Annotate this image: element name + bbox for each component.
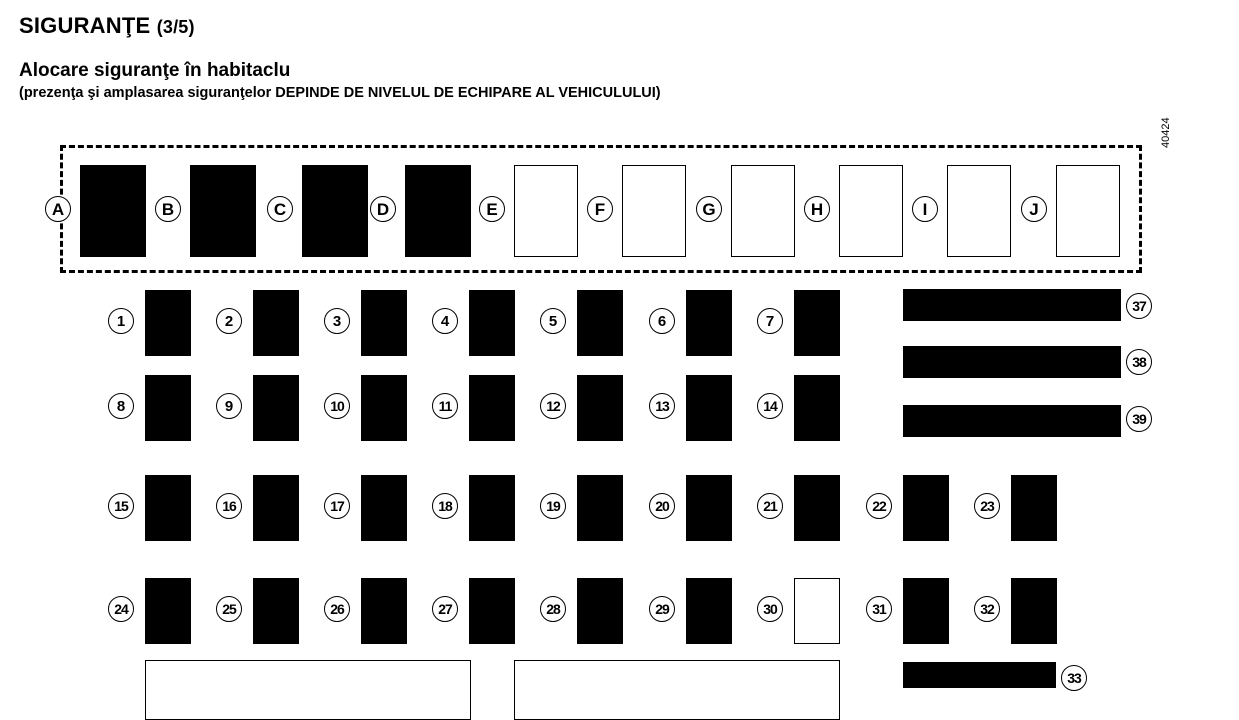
relay-j (1056, 165, 1120, 257)
relay-b (190, 165, 256, 257)
relay-h (839, 165, 903, 257)
relay-f (622, 165, 686, 257)
fuse-19 (577, 475, 623, 541)
fuse-10 (361, 375, 407, 441)
fuse-label: 3 (324, 308, 350, 334)
fuse-label: 1 (108, 308, 134, 334)
fuse-label: 27 (432, 596, 458, 622)
fuse-label: 32 (974, 596, 1000, 622)
fuse-label: 24 (108, 596, 134, 622)
fuse-label: 30 (757, 596, 783, 622)
fuse-23 (1011, 475, 1057, 541)
relay-d (405, 165, 471, 257)
fuse-label: 14 (757, 393, 783, 419)
fuse-33 (903, 662, 1056, 688)
page-part: (3/5) (156, 17, 195, 37)
fuse-30 (794, 578, 840, 644)
fuse-12 (577, 375, 623, 441)
fuse-39 (903, 405, 1121, 437)
fuse-label: 6 (649, 308, 675, 334)
fuse-label: F (587, 196, 613, 222)
fuse-24 (145, 578, 191, 644)
fuse-37 (903, 289, 1121, 321)
relay-a (80, 165, 146, 257)
fuse-label: 38 (1126, 349, 1152, 375)
fuse-label: 7 (757, 308, 783, 334)
fuse-label: 2 (216, 308, 242, 334)
fuse-29 (686, 578, 732, 644)
fuse-label: 12 (540, 393, 566, 419)
fuse-26 (361, 578, 407, 644)
fuse-16 (253, 475, 299, 541)
fuse-label: 17 (324, 493, 350, 519)
fuse-4 (469, 290, 515, 356)
fuse-block-outline (145, 660, 471, 720)
equipment-note: (prezenţa şi amplasarea siguranţelor DEPINDE DE NIVELUL DE ECHIPARE AL VEHICULULUI) (19, 85, 661, 101)
fuse-label: 18 (432, 493, 458, 519)
fuse-label: 31 (866, 596, 892, 622)
document-reference: 40424 (1160, 117, 1172, 148)
fuse-1 (145, 290, 191, 356)
fuse-label: 13 (649, 393, 675, 419)
fuse-label: 19 (540, 493, 566, 519)
fuse-label: 15 (108, 493, 134, 519)
fuse-label: 8 (108, 393, 134, 419)
fuse-label: 23 (974, 493, 1000, 519)
relay-e (514, 165, 578, 257)
fuse-label: 39 (1126, 406, 1152, 432)
fuse-label: 10 (324, 393, 350, 419)
fuse-label: B (155, 196, 181, 222)
relay-g (731, 165, 795, 257)
fuse-17 (361, 475, 407, 541)
fuse-label: 29 (649, 596, 675, 622)
page-title: SIGURANŢE (3/5) (19, 13, 195, 38)
fuse-label: 16 (216, 493, 242, 519)
fuse-label: 37 (1126, 293, 1152, 319)
fuse-28 (577, 578, 623, 644)
fuse-label: 20 (649, 493, 675, 519)
fuse-27 (469, 578, 515, 644)
fuse-13 (686, 375, 732, 441)
fuse-18 (469, 475, 515, 541)
fuse-8 (145, 375, 191, 441)
fuse-3 (361, 290, 407, 356)
fuse-7 (794, 290, 840, 356)
fuse-21 (794, 475, 840, 541)
fuse-label: 11 (432, 393, 458, 419)
fuse-32 (1011, 578, 1057, 644)
relay-i (947, 165, 1011, 257)
fuse-label: 22 (866, 493, 892, 519)
fuse-label: 28 (540, 596, 566, 622)
fuse-9 (253, 375, 299, 441)
fuse-label: I (912, 196, 938, 222)
fuse-31 (903, 578, 949, 644)
fuse-label: 25 (216, 596, 242, 622)
fuse-label: C (267, 196, 293, 222)
fuse-label: A (45, 196, 71, 222)
fuse-label: 21 (757, 493, 783, 519)
fuse-20 (686, 475, 732, 541)
fuse-11 (469, 375, 515, 441)
fuse-5 (577, 290, 623, 356)
fuse-label: 33 (1061, 665, 1087, 691)
fuse-label: H (804, 196, 830, 222)
fuse-label: 5 (540, 308, 566, 334)
fuse-6 (686, 290, 732, 356)
relay-c (302, 165, 368, 257)
section-subtitle: Alocare siguranţe în habitaclu (19, 60, 291, 81)
fuse-14 (794, 375, 840, 441)
fuse-2 (253, 290, 299, 356)
fuse-38 (903, 346, 1121, 378)
fuse-22 (903, 475, 949, 541)
fuse-block-outline (514, 660, 840, 720)
fuse-label: D (370, 196, 396, 222)
fuse-label: 4 (432, 308, 458, 334)
fuse-label: 26 (324, 596, 350, 622)
fuse-25 (253, 578, 299, 644)
fuse-label: E (479, 196, 505, 222)
fuse-label: G (696, 196, 722, 222)
fuse-15 (145, 475, 191, 541)
fuse-label: J (1021, 196, 1047, 222)
fuse-label: 9 (216, 393, 242, 419)
